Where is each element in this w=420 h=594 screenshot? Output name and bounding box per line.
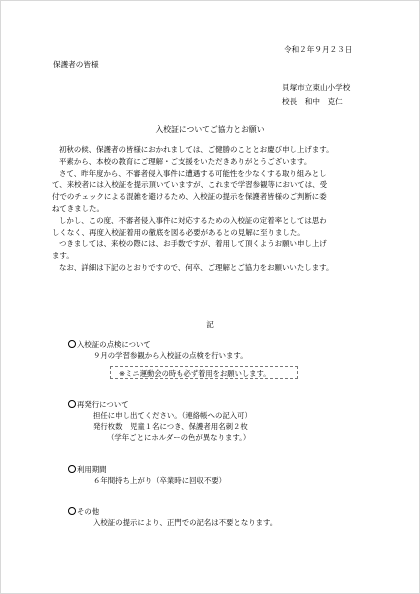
- section-line: 発行枚数 児童１名につき、保護者用名刺２枚: [93, 422, 248, 431]
- section-heading: [68, 464, 368, 475]
- body-line: 平素から、本校の教育にご理解・ご支援をいただきありがとうございます。: [59, 156, 312, 166]
- body-line: 初秋の候、保護者の皆様におかれましては、ご健勝のこととお慶び申し上げます。: [59, 145, 334, 154]
- section-period: [68, 464, 368, 486]
- body-line: ねてきました。: [52, 203, 104, 213]
- section-heading-text: 利用期間: [77, 465, 107, 474]
- section-line: 担任に申し出てください。（連絡帳への記入可）: [93, 411, 252, 420]
- school-name: 貝塚市立東山小学校: [282, 83, 351, 92]
- body-line: つきましては、来校の際には、お手数ですが、着用して頂くようお願い申し上げ: [59, 239, 327, 249]
- section-reissue: [68, 399, 368, 443]
- document-date: 令和２年９月２３日: [284, 45, 353, 54]
- section-line: 入校証の提示により、正門での記名は不要となります。: [93, 518, 278, 527]
- section-line: ９月の学習参観から入校証の点検を行います。: [93, 351, 248, 360]
- section-heading-text: その他: [77, 507, 100, 516]
- document-title: 入校証についてご協力とお願い: [155, 125, 265, 134]
- section-heading: [68, 339, 368, 350]
- body-line: ます。: [52, 251, 74, 261]
- body-line: さて、昨年度から、不審者侵入事件に遭遇する可能性を少なくする取り組みとし: [59, 168, 327, 178]
- section-line: （学年ごとにホルダーの色が異なります。）: [107, 433, 251, 442]
- note-box: ※ミニ運動会の時も必ず着用をお願いします。: [110, 366, 298, 379]
- circle-bullet-icon: [68, 465, 76, 473]
- section-check: [68, 339, 368, 379]
- body-line: しかし、この度、不審者侵入事件に対応するための入校証の定着率としては思わ: [59, 215, 327, 225]
- body-text: [52, 144, 382, 274]
- body-line: なお、詳細は下記のとおりですので、何卒、ご理解とご協力をお願いいたします。: [59, 262, 334, 272]
- section-heading-text: 再発行について: [77, 400, 129, 409]
- section-other: [68, 506, 368, 528]
- section-heading: [68, 506, 368, 517]
- section-line: ６年間持ち上がり（卒業時に回収不要）: [93, 476, 227, 485]
- section-heading: [68, 399, 368, 410]
- body-line: しくなく、再度入校証着用の徹底を図る必要があるとの見解に至りました。: [52, 227, 305, 237]
- circle-bullet-icon: [68, 507, 76, 515]
- principal-name: 校長 和中 克仁: [282, 97, 343, 106]
- circle-bullet-icon: [68, 400, 76, 408]
- body-line: 付でのチェックによる混雑を避けるため、入校証の提示を保護者皆様のご判断に委: [52, 192, 327, 202]
- circle-bullet-icon: [68, 340, 76, 348]
- body-line: て、来校者には入校証を提示頂いていますが、これまで学習参観等においては、受: [52, 180, 328, 190]
- addressee: 保護者の皆様: [53, 60, 99, 69]
- section-heading-text: 入校証の点検について: [77, 340, 151, 349]
- ki-heading: 記: [206, 320, 214, 329]
